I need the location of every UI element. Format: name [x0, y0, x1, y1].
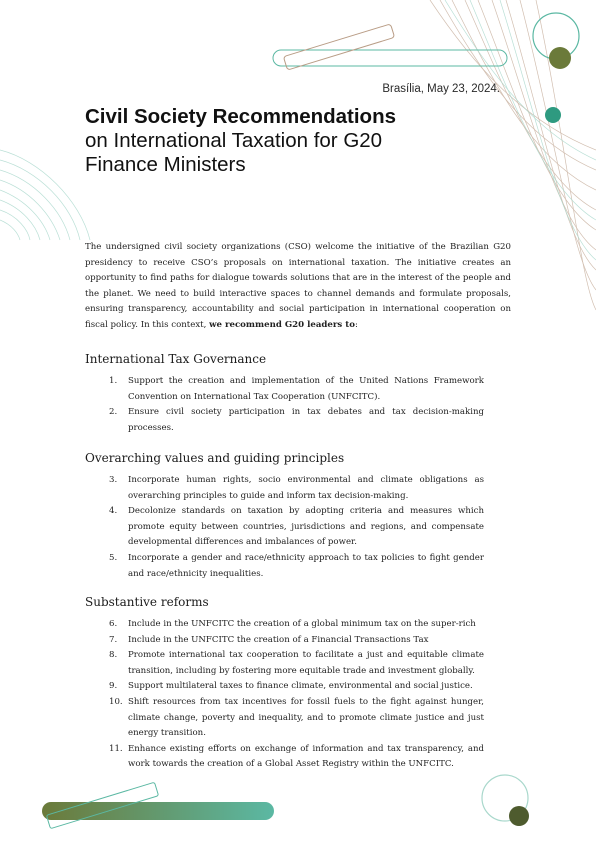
item-text: Promote international tax cooperation to facilitate a just and equitable climate transition, including by fostering more equitable trade and investment globally.: [128, 650, 484, 676]
intro-paragraph: [85, 240, 511, 334]
intro-end: :: [354, 319, 358, 330]
intro-text: The undersigned civil society organizations (CSO) welcome the initiative of the Brazilian G20 presidency to receive CSO’s proposals on international taxation. The initiative creates an opportunity to find paths for dialogue towards solutions that are in the interest of the people and the planet. We need to build interactive spaces to channel demands and formulate proposals, ensuring transparency, accountability and social participation in international cooperation on fiscal policy. In this context,: [85, 242, 511, 330]
list-item: [85, 504, 484, 551]
item-number: 7.: [109, 634, 118, 645]
section-international-tax-governance: [85, 352, 515, 436]
intro-emphasis: we recommend G20 leaders to: [209, 319, 355, 330]
title-bold-line: Civil Society Recommendations: [85, 105, 397, 128]
list-item: [85, 695, 484, 742]
item-text: Include in the UNFCITC the creation of a Financial Transactions Tax: [128, 634, 429, 645]
item-text: Include in the UNFCITC the creation of a global minimum tax on the super-rich: [128, 619, 476, 629]
list-item: [85, 679, 484, 695]
item-text: Ensure civil society participation in tax debates and tax decision-making processes.: [128, 407, 484, 433]
item-number: 3.: [109, 475, 118, 485]
recommendation-list: [85, 374, 515, 436]
item-number: 4.: [109, 506, 118, 517]
list-item: [85, 374, 484, 405]
item-number: 2.: [109, 407, 118, 418]
recommendation-list: [85, 617, 515, 773]
item-text: Enhance existing efforts on exchange of information and tax transparency, and work towards the creation of a Global Asset Registry within the UNFCITC.: [128, 743, 484, 770]
title-line-3: Finance Ministers: [85, 153, 246, 176]
section-heading: Overarching values and guiding principles: [85, 451, 345, 465]
item-text: Support the creation and implementation of the United Nations Framework Convention on International Tax Cooperation (UNFCITC).: [128, 376, 484, 402]
list-item: [85, 633, 484, 649]
list-item: [85, 648, 484, 679]
item-text: Support multilateral taxes to finance climate, environmental and social justice.: [128, 681, 473, 692]
section-heading: Substantive reforms: [85, 595, 209, 609]
document-title: [85, 104, 465, 177]
section-substantive-reforms: [85, 595, 515, 773]
title-line-2: on International Taxation for G20: [85, 129, 383, 152]
list-item: [85, 551, 484, 582]
item-text: Decolonize standards on taxation by adopting criteria and measures which promote equity between countries, jurisdictions and regions, and compensate developmental differences and imbalances of power.: [128, 506, 484, 548]
item-text: Incorporate a gender and race/ethnicity approach to tax policies to fight gender and race/ethnicity inequalities.: [128, 552, 484, 579]
list-item: [85, 617, 484, 633]
recommendation-list: [85, 473, 515, 582]
item-number: 1.: [109, 376, 118, 386]
list-item: [85, 405, 484, 436]
list-item: [85, 742, 484, 773]
item-number: 6.: [109, 619, 118, 629]
item-text: Shift resources from tax incentives for fossil fuels to the fight against hunger, climate change, poverty and inequality, and to promote climate justice and just energy transition.: [128, 696, 484, 739]
item-text: Incorporate human rights, socio environmental and climate obligations as overarching principles to guide and inform tax decision-making.: [128, 475, 484, 501]
item-number: 8.: [109, 650, 118, 661]
item-number: 11.: [109, 743, 123, 754]
left-wave-arcs: [0, 150, 90, 240]
item-number: 10.: [109, 696, 123, 707]
document-date: Brasília, May 23, 2024.: [382, 83, 500, 95]
section-overarching-values: [85, 451, 515, 582]
list-item: [85, 473, 484, 504]
item-number: 9.: [109, 681, 118, 692]
section-heading: International Tax Governance: [85, 352, 267, 366]
item-number: 5.: [109, 552, 118, 563]
